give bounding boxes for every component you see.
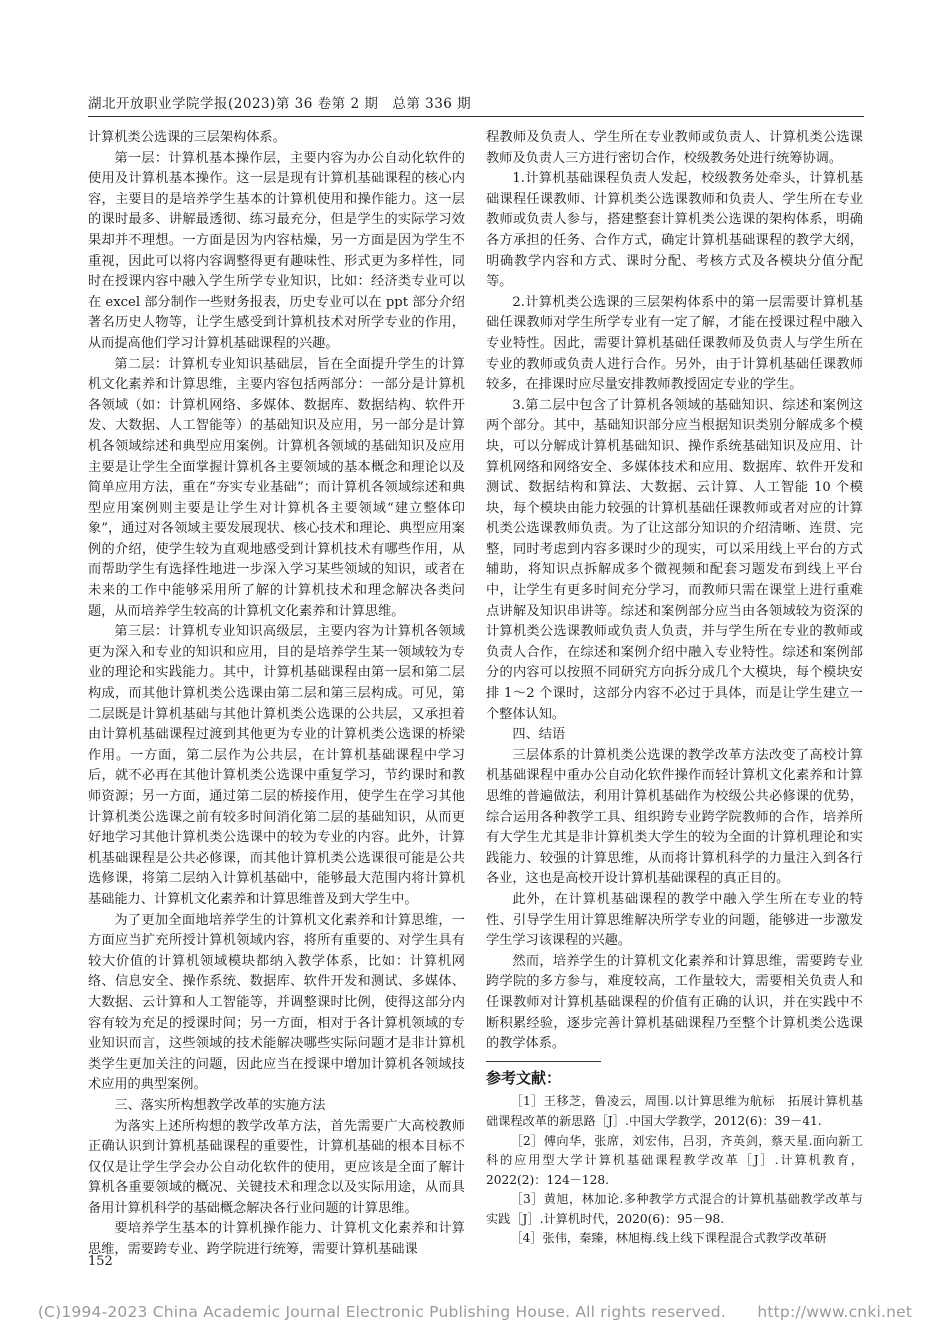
paragraph: 要培养学生基本的计算机操作能力、计算机文化素养和计算思维，需要跨专业、跨学院进行统筹，需要计算机基础课 (88, 1221, 465, 1258)
journal-header: 湖北开放职业学院学报(2023)第 36 卷第 2 期 总第 336 期 (88, 96, 472, 112)
paragraph: 第二层：计算机专业知识基础层，旨在全面提升学生的计算机文化素养和计算思维，主要内容包括两部分：一部分是计算机各领域（如：计算机网络、多媒体、数据库、数据结构、软件开发、大数据、人工智能等）的基础知识及应用，另一部分是计算机各领域综述和典型应用案例。计算机各领域的基础知识及应用主要是让学生全面掌握计算机各主要领域的基本概念和理论以及简单应用方法，重在“夯实专业基础”；而计算机各领域综述和典型应用案例则主要是让学生对计算机各主要领域“建立整体印象”，通过对各领域主要发展现状、核心技术和理论、典型应用案例的介绍，使学生较为直观地感受到计算机技术有哪些作用，从而帮助学生有选择性地进一步深入学习某些领域的知识，或者在未来的工作中能够采用所了解的计算机技术和理念解决各类问题，从而培养学生较高的计算机文化素养和计算思维。 (88, 356, 465, 619)
references-rule (486, 1061, 601, 1062)
reference-item: ［3］黄旭，林加论.多种教学方式混合的计算机基础教学改革与实践［J］.计算机时代，2020(6)：95－98. (486, 1192, 863, 1226)
paragraph: 为落实上述所构想的教学改革方法，首先需要广大高校教师正确认识到计算机基础课程的重要性，计算机基础的根本目标不仅仅是让学生学会办公自动化软件的使用，更应该是全面了解计算机各重要领域的概况、关键技术和理念以及实际用途，从而具备用计算机科学的基础概念解决各行业问题的计算思维。 (88, 1118, 465, 1216)
header-rule (88, 116, 864, 117)
paragraph: 1.计算机基础课程负责人发起，校级教务处牵头，计算机基础课程任课教师、计算机类公选课教师和负责人、学生所在专业教师或负责人参与，搭建整套计算机类公选课的架构体系，明确各方承担的任务、合作方式，确定计算机基础课程的教学大纲，明确教学内容和方式、课时分配、考核方式及各模块分值分配等。 (486, 171, 863, 290)
page-number: 152 (88, 1254, 113, 1269)
paragraph: 2.计算机类公选课的三层架构体系中的第一层需要计算机基础任课教师对学生所学专业有一定了解，才能在授课过程中融入专业特性。因此，需要计算机基础任课教师及负责人与学生所在专业的教师或负责人进行合作。另外，由于计算机基础任课教师较多，在排课时应尽量安排教师教授固定专业的学生。 (486, 294, 863, 393)
paragraph: 然而，培养学生的计算机文化素养和计算思维，需要跨专业跨学院的多方参与，难度较高，工作量较大，需要相关负责人和任课教师对计算机基础课程的价值有正确的认识，并在实践中不断积累经验，逐步完善计算机基础课程乃至整个计算机类公选课的教学体系。 (486, 953, 863, 1052)
left-column (88, 128, 465, 1261)
right-column (486, 128, 863, 1249)
paragraph: 此外，在计算机基础课程的教学中融入学生所在专业的特性、引导学生用计算思维解决所学专业的问题，能够进一步激发学生学习该课程的兴趣。 (486, 891, 863, 949)
paragraph: 三层体系的计算机类公选课的教学改革方法改变了高校计算机基础课程中重办公自动化软件操作而轻计算机文化素养和计算思维的普遍做法，利用计算机基础作为校级公共必修课的优势，综合运用各种教学工具、组织跨专业跨学院教师的合作，培养所有大学生尤其是非计算机类大学生的较为全面的计算机理论和实践能力、较强的计算思维，从而将计算机科学的力量注入到各行各业，这也是高校开设计算机基础课程的真正目的。 (486, 747, 863, 887)
reference-item: ［1］王移芝，鲁凌云，周围.以计算思维为航标 拓展计算机基础课程改革的新思路［J］.中国大学教学，2012(6)：39－41. (486, 1094, 863, 1128)
paragraph: 第三层：计算机专业知识高级层，主要内容为计算机各领域更为深入和专业的知识和应用，目的是培养学生某一领域较为专业的理论和实践能力。其中，计算机基础课程由第一层和第二层构成，而其他计算机类公选课由第二层和第三层构成。可见，第二层既是计算机基础与其他计算机类公选课的公共层，又承担着由计算机基础课程过渡到其他更为专业的计算机类公选课的桥梁作用。一方面，第二层作为公共层，在计算机基础课程中学习后，就不必再在其他计算机类公选课中重复学习，节约课时和教师资源；另一方面，通过第二层的桥接作用，使学生在学习其他计算机类公选课之前有较多时间消化第二层的基础知识，从而更好地学习其他计算机类公选课中的较为专业的内容。此外，计算机基础课程是公共必修课，而其他计算机类公选课很可能是公共选修课，将第二层纳入计算机基础中，能够最大范围内将计算机基础能力、计算机文化素养和计算思维普及到大学生中。 (88, 624, 465, 907)
paragraph: 第一层：计算机基本操作层，主要内容为办公自动化软件的使用及计算机基本操作。这一层是现有计算机基础课程的核心内容，主要目的是培养学生基本的计算机使用和操作能力。这一层的课时最多、讲解最透彻、练习最充分，但是学生的实际学习效果却并不理想。一方面是因为内容枯燥，另一方面是因为学生不重视，因此可以将内容调整得更有趣味性、形式更为多样性，同时在授课内容中融入学生所学专业知识，比如：经济类专业可以在 excel 部分制作一些财务报表，历史专业可以在 ppt 部分介绍著名历史人物等，让学生感受到计算机技术对所学专业的作用，从而提高他们学习计算机基础课程的兴趣。 (88, 150, 465, 351)
paragraph: 程教师及负责人、学生所在专业教师或负责人、计算机类公选课教师及负责人三方进行密切合作，校级教务处进行统筹协调。 (486, 130, 863, 166)
section-heading: 三、落实所构想教学改革的实施方法 (114, 1097, 326, 1113)
references-title: 参考文献： (486, 1068, 562, 1087)
reference-item: ［2］傅向华，张席，刘宏伟，吕羽，齐英剑，蔡天星.面向新工科的应用型大学计算机基础课程教学改革［J］.计算机教育，2022(2)：124－128. (486, 1133, 863, 1187)
section-heading: 四、结语 (512, 727, 566, 743)
paragraph: 为了更加全面地培养学生的计算机文化素养和计算思维，一方面应当扩充所授计算机领域内容，将所有重要的、对学生具有较大价值的计算机领域模块都纳入教学体系，比如：计算机网络、信息安全、操作系统、数据库、软件开发和测试、多媒体、大数据、云计算和人工智能等，并调整课时比例，使得这部分内容有较为充足的授课时间；另一方面，相对于各计算机领域的专业知识而言，这些领域的技术能解决哪些实际问题才是非计算机类学生更加关注的问题，因此应当在授课中增加计算机各领域技术应用的典型案例。 (88, 912, 465, 1093)
paragraph: 计算机类公选课的三层架构体系。 (88, 130, 286, 145)
paragraph: 3.第二层中包含了计算机各领域的基础知识、综述和案例这两个部分。其中，基础知识部分应当根据知识类别分解成多个模块，可以分解成计算机基础知识、操作系统基础知识及应用、计算机网络和网络安全、多媒体技术和应用、数据库、软件开发和测试、数据结构和算法、大数据、云计算、人工智能 10 个模块，每个模块由能力较强的计算机基础任课教师或者对应的计算机类公选课教师负责。为了让这部分知识的介绍清晰、连贯、完整，同时考虑到内容多课时少的现实，可以采用线上平台的方式辅助，将知识点拆解成多个微视频和配套习题发布到线上平台中，让学生有更多时间充分学习，而教师只需在课堂上进行重难点讲解及知识串讲等。综述和案例部分应当由各领域较为资深的计算机类公选课教师或负责人负责，并与学生所在专业的教师或负责人合作，在综述和案例介绍中融入专业特性。综述和案例部分的内容可以按照不同研究方向拆分成几个大模块，每个模块安排 1～2 个课时，这部分内容不必过于具体，而是让学生建立一个整体认知。 (486, 397, 863, 722)
reference-item: ［4］张伟，秦臻，林旭梅.线上线下课程混合式教学改革研 (510, 1231, 827, 1246)
copyright-footer: (C)1994-2023 China Academic Journal Electronic Publishing House. All rights reserved. http://www.cnki.net (37, 1303, 913, 1321)
